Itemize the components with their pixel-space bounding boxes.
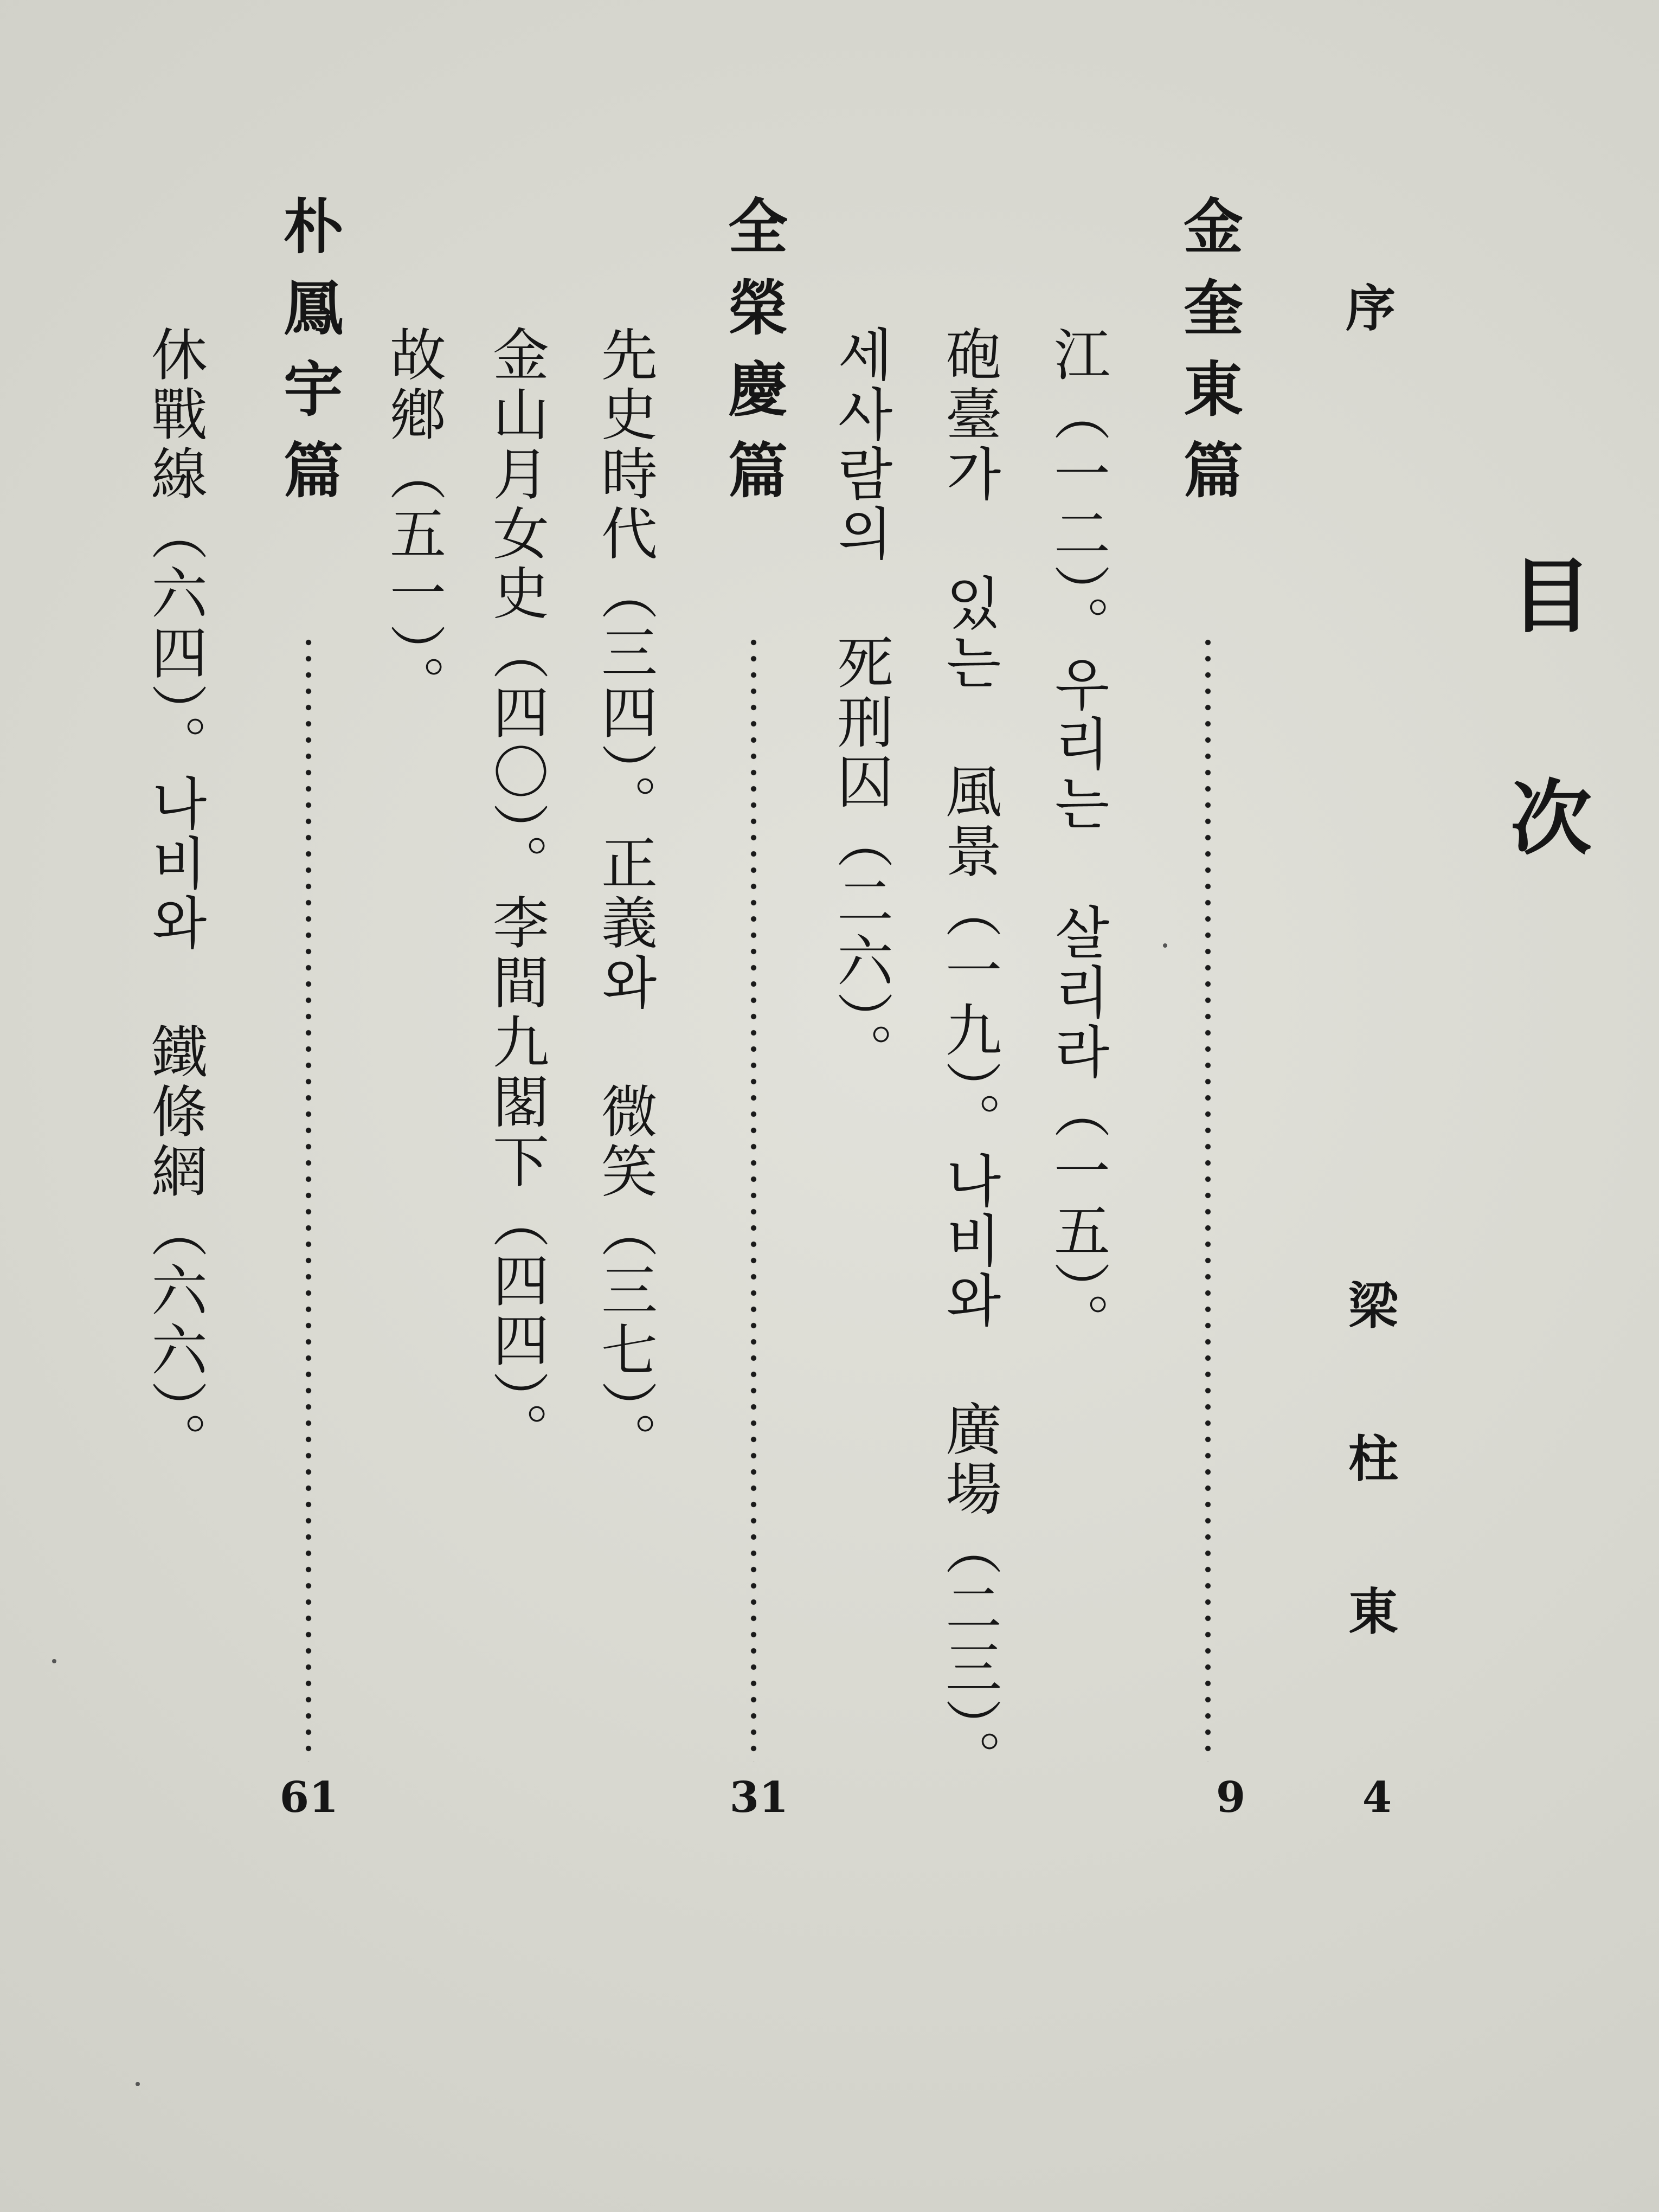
- section-page-number: 9: [1216, 1773, 1246, 1822]
- paper-speck: [136, 2082, 140, 2086]
- paper-speck: [52, 1659, 56, 1663]
- section-heading-kim-gyu-dong: 金奎東篇: [1174, 195, 1244, 520]
- paper-speck: [1163, 943, 1167, 948]
- preface-label: 序: [1338, 282, 1396, 332]
- section-entry-line: 江（一二）。우리는 살리라（一五）。: [1044, 325, 1110, 1352]
- section-heading-jeon-yeong-gyeong: 全榮慶篇: [718, 195, 788, 520]
- page-title: 目次: [1496, 553, 1592, 998]
- section-page-number: 61: [279, 1773, 339, 1822]
- leader-dots: [305, 634, 312, 1762]
- section-entry-line: 休戰線（六四）。나비와 鐵條網（六六）。: [142, 325, 208, 1471]
- section-entry-line: 故鄕（五一）。: [380, 325, 446, 715]
- section-entry-line: 金山月女史（四〇）。李間九閣下（四四）。: [483, 325, 549, 1462]
- preface-author: 梁柱東: [1340, 1279, 1399, 1738]
- leader-dots: [1205, 634, 1211, 1762]
- section-entry-line: 先史時代（三四）。正義와 微笑（三七）。: [591, 325, 658, 1471]
- section-entry-line: 砲臺가 있는 風景（一九）。나비와 廣場（二三）。: [936, 325, 1002, 1789]
- leader-dots: [750, 634, 757, 1762]
- section-page-number: 31: [729, 1773, 789, 1822]
- preface-page-number: 4: [1362, 1773, 1392, 1822]
- section-entry-line: 세사람의 死刑囚（二六）。: [827, 325, 893, 1082]
- section-heading-park-bong-u: 朴鳳宇篇: [274, 195, 344, 520]
